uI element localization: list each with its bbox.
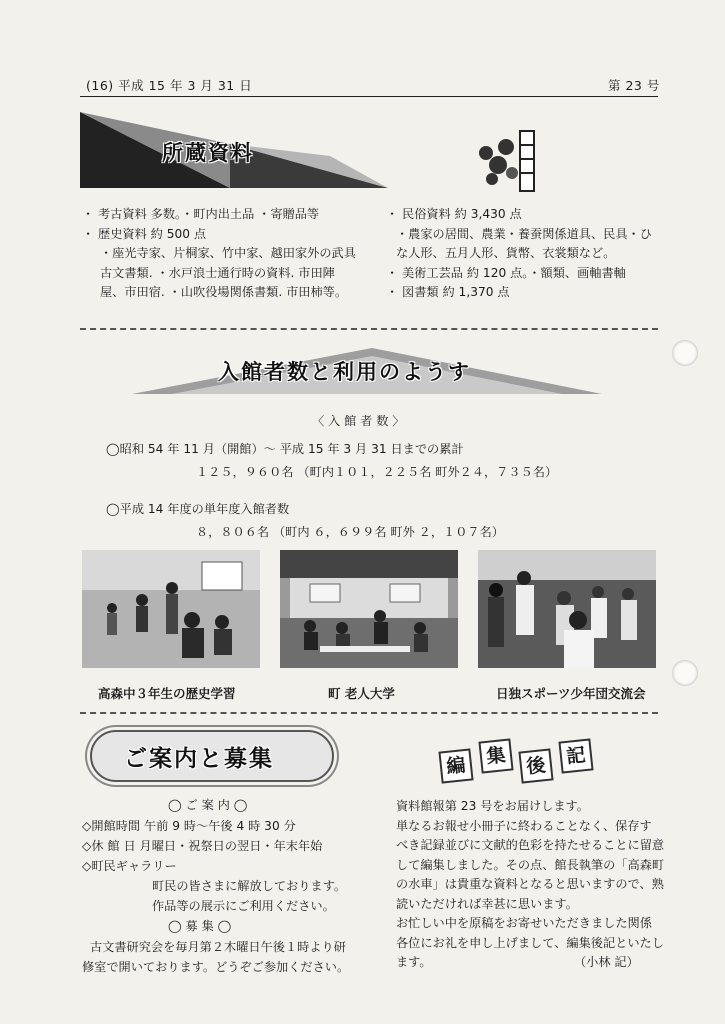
gallery-text: 町民の皆さまに解放しております。 — [152, 879, 347, 893]
editor-line: 単なるお報せ小冊子に終わることなく、保存す — [396, 818, 652, 833]
list-item: ・ 歴史資料 約 500 点 — [82, 226, 207, 241]
photo-caption: 高森中３年生の歴史学習 — [98, 686, 236, 701]
editor-title-char: 記 — [558, 738, 593, 773]
plant-illustration — [476, 125, 546, 195]
collection-left-list — [82, 205, 356, 303]
header-rule — [80, 96, 658, 97]
editor-line: して編集しました。その点、館長執筆の「高森町 — [396, 857, 665, 872]
list-item: ・ 図書類 約 1,370 点 — [386, 285, 510, 299]
list-item: な人形、五月人形、貨幣、衣裳類など。 — [396, 246, 616, 260]
yearly-values: ８，８０６名 （町内 ６，６９９名 町外 ２，１０７名） — [196, 525, 504, 539]
list-item: ・農家の居間、農業・養蚕関係道具、民具・ひ — [396, 226, 652, 241]
photo-history-class — [82, 550, 260, 668]
editor-title-char: 後 — [518, 748, 553, 783]
closed-line: ◇休 館 日 月曜日・祝祭日の翌日・年末年始 — [82, 839, 323, 853]
list-item: 屋、市田宿. ・山吹役場関係書類. 市田柿等。 — [100, 285, 348, 299]
editor-signature: （小林 記） — [574, 955, 639, 969]
guide-title: ご案内と募集 — [124, 746, 274, 772]
photo-caption: 日独スポーツ少年団交流会 — [496, 686, 646, 701]
yearly-label: ◯平成 14 年度の単年度入館者数 — [106, 502, 290, 516]
recruit-text: 修室で開いております。どうぞご参加ください。 — [82, 960, 350, 974]
gallery-text: 作品等の展示にご利用ください。 — [152, 899, 335, 913]
punch-hole — [672, 340, 698, 366]
list-item: 古文書類. ・水戸浪士通行時の資料. 市田陣 — [100, 265, 335, 280]
list-item: ・ 民俗資料 約 3,430 点 — [386, 207, 522, 221]
list-item: ・ 美術工芸品 約 120 点。・額類、画軸書軸 — [386, 265, 626, 280]
recruit-text: 古文書研究会を毎月第２木曜日午後１時より研 — [90, 940, 346, 954]
editor-line: ます。 — [396, 955, 432, 969]
punch-hole — [672, 660, 698, 686]
visitors-title: 入館者数と利用のようす — [218, 360, 471, 384]
collection-right-list — [386, 205, 652, 303]
photo-caption: 町 老人大学 — [328, 686, 395, 701]
cumulative-values: １２５，９６０名 （町内１０１，２２５名 町外２４，７３５名） — [196, 465, 558, 479]
editor-line: べき記録並びに文献的色彩を持たせることに留意 — [396, 838, 665, 852]
section-divider — [80, 712, 658, 714]
recruit-heading: ◯ 募 集 ◯ — [168, 919, 232, 933]
editor-line: 読いただければ幸甚に思います。 — [396, 896, 578, 911]
issue-date: (16) 平成 15 年 3 月 31 日 — [86, 78, 253, 93]
issue-number: 第 23 号 — [608, 78, 660, 93]
info-heading: ◯ ご 案 内 ◯ — [168, 798, 248, 812]
visitors-subtitle: 〈 入 館 者 数 〉 — [312, 414, 405, 428]
list-item: ・ 考古資料 多数。・町内出土品 ・寄贈品等 — [82, 207, 320, 221]
cumulative-label: ◯昭和 54 年 11 月（開館）〜 平成 15 年 3 月 31 日までの累計 — [106, 442, 464, 456]
gallery-line: ◇町民ギャラリー — [82, 859, 177, 873]
editor-line: の水車」は貴重な資料となると思いますので、熟 — [396, 877, 664, 891]
editor-body — [396, 797, 664, 973]
editor-title-char: 集 — [478, 738, 513, 773]
editor-line: お忙しい中を原稿をお寄せいただきました関係 — [396, 916, 652, 930]
collection-title: 所蔵資料 — [162, 141, 254, 165]
photo-sports-exchange — [478, 550, 656, 668]
photo-elderly-college — [280, 550, 458, 668]
editor-title-char: 編 — [438, 748, 473, 783]
hours-line: ◇開館時間 午前 9 時〜午後 4 時 30 分 — [82, 819, 296, 833]
section-divider — [80, 328, 658, 330]
editor-line: 各位にお礼を申し上げまして、編集後記といたし — [396, 935, 664, 950]
editor-line: 資料館報第 23 号をお届けします。 — [396, 799, 589, 813]
list-item: ・座光寺家、片桐家、竹中家、越田家外の武具 — [100, 246, 356, 260]
